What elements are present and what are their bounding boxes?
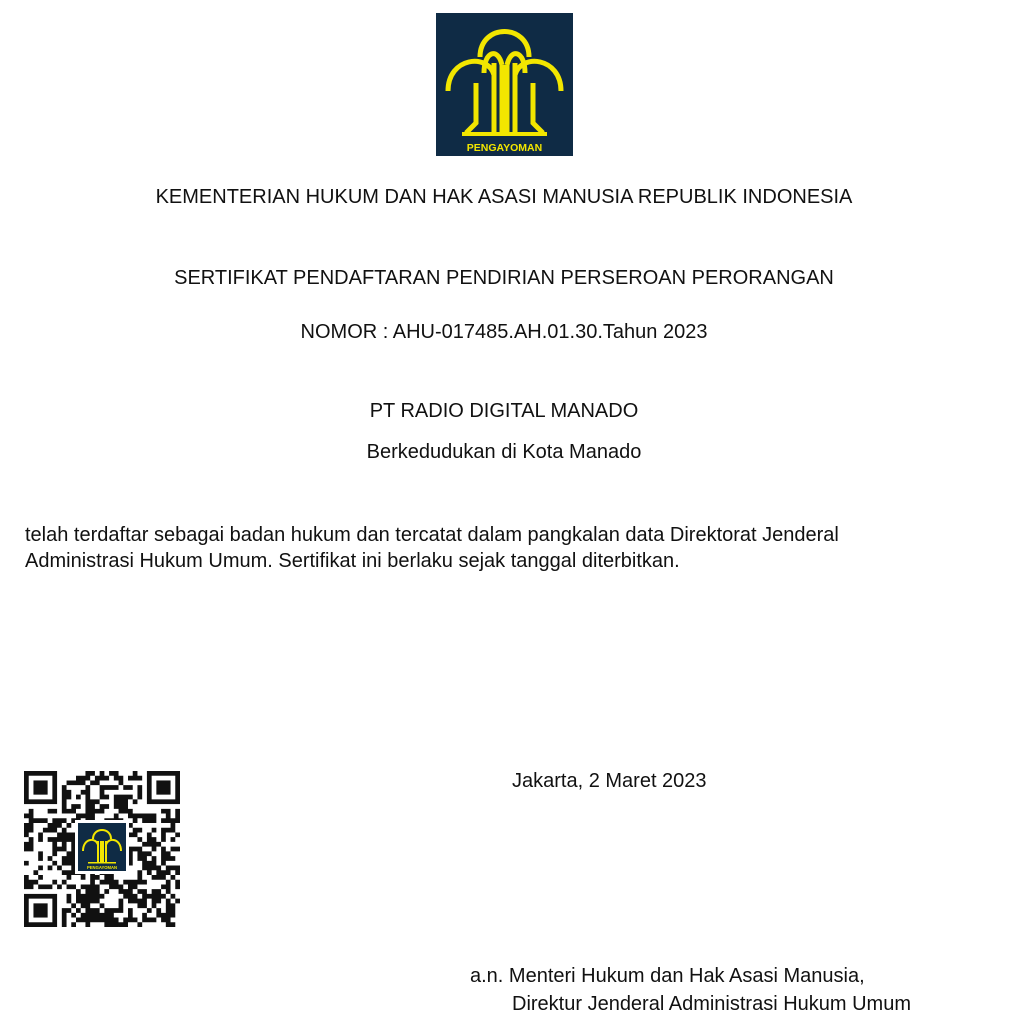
statement-line-1: telah terdaftar sebagai badan hukum dan tercatat dalam pangkalan data Direktorat Jenderal: [25, 524, 839, 546]
company-domicile: Berkedudukan di Kota Manado: [366, 441, 642, 463]
qr-emblem-label: PENGAYOMAN: [86, 865, 118, 870]
emblem-label: PENGAYOMAN: [466, 142, 543, 154]
qr-finder-pattern: [149, 773, 177, 801]
signatory-line-1: a.n. Menteri Hukum dan Hak Asasi Manusia,: [470, 965, 865, 987]
qr-finder-pattern: [26, 896, 54, 924]
qr-finder-pattern: [26, 773, 54, 801]
signatory-line-2: Direktur Jenderal Administrasi Hukum Umum: [512, 993, 912, 1015]
ministry-title: KEMENTERIAN HUKUM DAN HAK ASASI MANUSIA REPUBLIK INDONESIA: [155, 186, 853, 208]
qr-center-emblem-icon: [78, 823, 126, 871]
certificate-title: SERTIFIKAT PENDAFTARAN PENDIRIAN PERSEROAN PERORANGAN: [174, 267, 834, 289]
registration-statement: [25, 522, 1000, 574]
signatory-block: [470, 962, 911, 1018]
statement-line-2: Administrasi Hukum Umum. Sertifikat ini berlaku sejak tanggal diterbitkan.: [25, 550, 680, 572]
company-name: PT RADIO DIGITAL MANADO: [369, 400, 639, 422]
issue-place-date: Jakarta, 2 Maret 2023: [512, 770, 707, 792]
pengayoman-emblem-icon: [436, 13, 573, 156]
certificate-number: NOMOR : AHU-017485.AH.01.30.Tahun 2023: [300, 321, 708, 343]
qr-code-icon: [24, 771, 180, 927]
